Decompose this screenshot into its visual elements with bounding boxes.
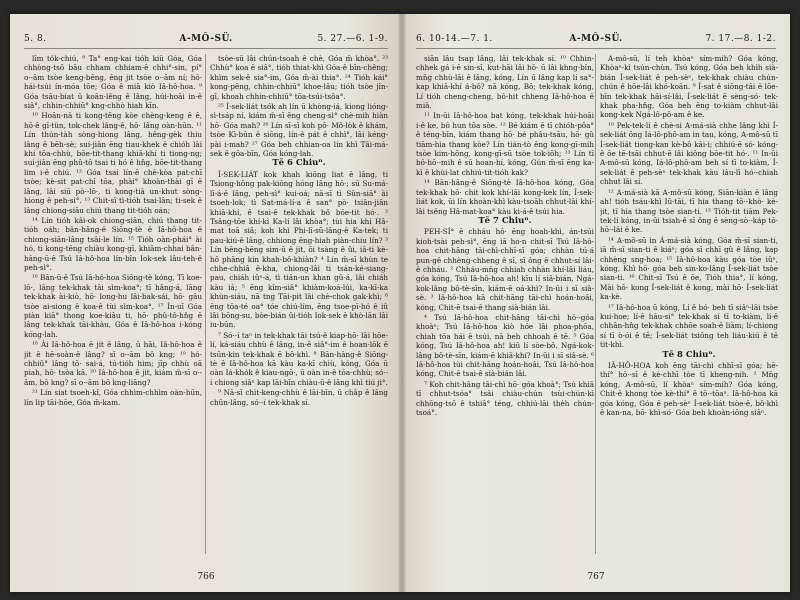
verse-paragraph: ¹⁰ Pek-tek-lí ê chè-si A-má-sià chhe lâng khì Í-sek-liát ông Iá-lô-phô-am in tau, kóng, A-mô-sū tī Í-sek-liát tiong-kan kè-bô kāi-i; chhiú-ē só· kóng-ê ōe tē-tsāi chhut-ē lâi kiông bōe-tit hó·. ¹¹ In-ūi A-mô-sū kóng, Iá-lô-phô-am beh sí tī to-kiàm, Í-sek-liát ê peh-sèⁿ tek-khak kàu lâu-lī hó·-chiah chhut lâi sí. — [600, 120, 778, 187]
header-book-title: A-MÔ-SÜ. — [179, 34, 233, 44]
left-column-2 — [210, 54, 388, 554]
verse-paragraph: ⁷ Só·-í taⁿ in tek-khak tāi tsú-ê kiap-hō· lâi hōe-lí, ká-siáu chhù ê lâng, in-ê siâ°-im ê hoan-lōk ê tsūn-kin tek-khak ē bô-khì. ⁸ Bān-hâng-ê Siōng-tè ê Iâ-hô-hoa kā kàu ka-kī chiù, kóng, Góa ū oàn Iá-kho̍k ê kiau-ngō·, ū oàn in-ê tōa-chhù; só·-í chiong siâⁿ kap lāi-bīn chiàu-ū-ê lâng khì tiú ji°. — [210, 330, 388, 387]
verse-paragraph: lîm tök-chiú, ⁸ Ta° eng-kai tióh kiû Góa, Góa chhòng-tsō bâu chham chhiam-ê chhi°-sin, pí° o·-ām tsòe keng-bêng, ēng jit tsòe o·-ām ní; hō· hái-tsúi ín-móa tōe; Góa ê miâ kiò Iâ-hô-hoa. ⁹ Góa tsāu-biat ū koân-lêng ê lâng, húi-hoāi in-ê siâ°, chhin-chhiū° kng-chhò hiah kīn. — [24, 54, 202, 111]
right-column-1 — [416, 54, 594, 554]
book-spread — [10, 14, 790, 592]
right-column-2 — [600, 54, 778, 554]
header-right-ref: 7. 17.—8. 1-2. — [705, 34, 776, 44]
header-book-title: A-MÔ-SÜ. — [569, 34, 623, 44]
page-number-left: 766 — [197, 572, 215, 582]
verse-paragraph: ¹⁰ Hoān-nā ti kong-têng kòe chèng-keng ê ê, hō·ê gī-tün, tok-chek lâng-ê, hō· lâng oàn-hūn. ¹¹ Lín thún-tàh sòng-hiong lâng, hêng-gèk thiu lâng ê bēh-sè; sui-jiân ēng tiau-khek ê chióh lâi khí tōa-chhù, bōe-tit-thang khiā-khí ti tiong-ng; sui-jiân ēng phû-tô tsai ti hó ê hn̂g, bōe-tit-thang lim i-ê chiú. ¹² Góa tsai lín-ê chē-kòa pat-chī tsòe; kè-sit pat-chī tōa, phài° khoàn-thài gī ê lâng, lâi siū pò·-lō·, ti kong-tiâ un-khut sòng-hiong ê peh-sì°. ¹³ Chit-sī tì-tióh tsai-lân; ti-sek ê lâng chiong-siāu chiú thang tit-tióh oán; — [24, 111, 202, 215]
page-number-right: 767 — [587, 572, 605, 582]
verse-paragraph: ⁹ Nā-sī chit-keng-chhù ê lāi-bīn, ū chāp ê lâng chūn-lâng, só·-í tek-khak sí. — [210, 388, 388, 407]
column-divider — [595, 54, 596, 554]
left-page — [10, 14, 402, 592]
chapter-heading-7: Tē 7 Chiuⁿ. — [478, 215, 532, 226]
header-left-ref: 6. 10-14.—7. 1. — [416, 34, 493, 44]
column-divider — [205, 54, 206, 554]
verse-paragraph: tsòe-sū lâi chún-tsoah ê chè, Góa m̄ khòa°. ²³ Chhù° koa ê siâ°, tióh thiat-khì Góa-ê bīn-chêng; khìm sek-ê sia°-im, Góa m̄-ài thia°. ²⁴ Tióh kái° kong-pêng, chhin-chhiū° khoe-lâu; tióh tsòe jîn-gī, khoah chhin-chhiū° tōa-tsúi-tsôa°. — [210, 54, 388, 101]
verse-paragraph: ¹⁸ Ài Iâ-hô-hoa ê jit ê lâng, ū hāi, Iâ-hô-hoa ê jit ê hē-soàn-ê lâng? sī o·-ām bô kng; ¹⁹ hó-chhiū° lâng tō· sai-á, tú-tióh him; jīp chhù oā piah, hō· tsòa kā. ²⁰ Iâ-hô-hoa ê jit, kiám m̄-sī o·-ām, bô kng? sī o·-ām bô kng-liāng? — [24, 340, 202, 387]
verse-paragraph: ⁴ Tsú Iâ-hô-hoa chit-hāng tāi-chì hō·-góa khoàⁿ; Tsú Iâ-hô-hoa kiò hóe lâi phoa-phōa, chiah tōa hái ê tsúi, nā beh chhoah ê tē. ⁵ Góa kóng, Tsú Iâ-hô-hoa ah! kiû lí sòe-bô. Ngá-kok-lâng bô-tè-sīn, kiám-ē khiā-khí? In-ūi i sī siâ-sè. ⁶ Iâ-hô-hoa tùi chit-hāng hoán-hoâi, Tsú Iâ-hô-hoa kóng, Chit-ē tsai-ê sià-bián lâi. — [416, 312, 594, 379]
verse-paragraph: A-mô-sū, lí teh khòaⁿ sím-mih? Góa kóng, Khòaⁿ-kì tsún-chùn. Tsú kóng, Góa beh khi̍h sià-bián Í-sek-liát ê peh-sèⁿ, tek-khak chiàu chún-chún ê hōe-lâi khó-koān. ⁹ Í-sat ê siōng-tâi ê lōe-bīn tek-khak hāi-sí-lâi, Í-sek-liát ê sèng-só· tek-khak pha-hn̂g, Góa beh ēng to-kiàm chhut-lâi kong-kek Ngá-lô-pô-am ê ke. — [600, 54, 778, 120]
left-column-1 — [24, 54, 202, 554]
verse-paragraph: siān lâu tsap lâng, lâi tek-khak sí. ¹⁰ Chhin-chhek gá i-ê sin-sî, kut-hāi lâi hō· ū lâi khng-bîn, mn̄g chhù-lāi ê lâng, kóng, Lín ū lâng kap lí sa°-kap khiā-khí á-bô? nā kóng, Bô; tek-khak kóng, Lí tióh cheng-cheng, bô-hit chheng Iâ-hô-hoa ê miâ. — [416, 54, 594, 111]
running-head-left — [24, 34, 388, 49]
header-right-ref: 5. 27.—6. 1-9. — [317, 34, 388, 44]
header-left-ref: 5. 8. — [24, 34, 47, 44]
verse-paragraph: ¹⁴ Bān-hâng-ê Siōng-tè Iâ-hô-hoa kóng, Góa tek-khak hō· chit kok khí-lâi kong-kek lín, Í-sek-liát kok, ūi lín khoàn-khì kàu-tsoāh chhut-lâi khí-lâi tsêng Hâ-mat-koa° kàu ki-á-ê tsúi hia. — [416, 178, 594, 216]
verse-paragraph: PEH-SÍ° ê chháu hō· ēng hoah-khì, án-tsúi kioh-tsài peh-sì°, ēng iā ho·n chit-sī Tsú Iâ-hô-hoa chit-hāng tāi-chì-chhī-sī góa; chhàn tú-á pun-gê chhèng-chheng ê sî, sī ông ê chhut-sí lâi-ê chháu. ² Chháu-mn̄g chhiah chhàn khí-lâi liáu, góa kóng, Tsú Iâ-hô-hoa ah! kīu lí siâ-bián, Ngá-kok-lâng bô-tè-sīn, kiám-ē oá-khì? In-ūi i sī siâ-sè. ³ Iâ-hô-hoa kā chit-hāng tāi-chì hoán-hoâi, kóng, Chit-ē tsai-ê thang sià-bián lâi. — [416, 227, 594, 312]
verse-paragraph: ²¹ Lín siat tsoeh-kî, Góa chhìm-chhìm oàn-hūn, lín lip tāi-hōe, Góa m̄-kam. — [24, 388, 202, 407]
verse-paragraph: ¹⁷ Iâ-hô-hoa ū kóng, Lí ê bó· beh tī siâⁿ-lāi tsòe kui-hoe; lí-ê hāu-si° tek-khak sí tī to-kiàm, lí-ê chhân-hn̂g tek-khak chhōe soah-ê liàm; lí-chiong sí tī ò-ói ê tē; Í-sek-liát tsiōng teh liáu-kiú ê tē tit-khì. — [600, 302, 778, 350]
verse-paragraph: ¹² A-má-sià kā A-mô-sū kóng, Siān-kiàn ê lâng ah! tióh tsáu-khì Iû-tāi, tī hia thang tō·-khò· kè-jit, tī hia thang tsòe sian-ti. ¹³ Tióh-tit tiām Pek-tek-lí kóng, in-ūi tsiah-ê sī ông ê sèng-sò·-ka̍p tō· hō·-lâi ê ke. — [600, 187, 778, 235]
verse-paragraph: ²⁵ Í-sek-liát tsók ah lín ū khòng-iá, kiong lióng-sì-tsáp ní, kiám m̄-sī ēng cheng-sì° chè-mih hiàn hō· Góa mah? ²⁶ Lín sī-sī koh pō· Mô-lòk ê khám, tsòe Kì-bûn ê siōng, lín-ê pát ê chhì°, lâi kéng-pài i-mah? ²⁷ Góa beh chhian-oa lín khì Tāi-má-sek ê gōa-bīn, Góa kóng-lah. — [210, 102, 388, 159]
verse-paragraph: ¹⁶ Bān-ū-ê Tsú Iâ-hô-hoa Siōng-tè kóng, Tī koe-lō·, lâng tek-khak tāi sìm-koa°; tī hâng-á, lâng tek-khak ài-kiò, hō· long-hu lâi-bak-sái, hō· gâu tsòe ai-siong ê koa-ê tùi sìm-koa°. ¹⁷ Ín-uī Góa piàn kiā° thong koe-kiâu ti, hō· phû-tô-hn̂g ê lâng tek-khak tāi-khàu, Góa ê Iâ-hô-hoa i-kóng kóng-lah. — [24, 273, 202, 339]
verse-paragraph: IÂ-HÔ-HOA koh ēng tāi-chì chhī-sī góa; hē-thí° hō·-sī ê kè-chhī tòe tī kheng-nih. ² Mn̄g kóng, A-mô-sū, lí khòaⁿ sím-mih? Góa kóng, Chit-ê khong tòe kè-thí° ê tō·-tōaⁿ. Iâ-hô-hoa kā góa kóng, Góa ê peh-sèⁿ Í-sek-liát tsòe-ē, bô-khì ê kan-na, bō· khì-só· Góa beh khoàn-iōng siâⁿ. — [600, 361, 778, 418]
verse-paragraph: ¹⁴ Lín tióh kâi-ok chiong-siān, chiú thang tit-tióh oáh; bān-hâng-ê Siōng-tè ê Iâ-hô-hoa ê chiong-siān-lâng tsâi-le lín. ¹⁵ Tióh oàn-phái° ài hó, ti kong-têng chiàu kong-gī, khiām-chhai bān-hâng-ū-ê Tsú Iâ-hô-hoa lín-bîn Iok-sek lâu-teh-ê peh-sì°. — [24, 215, 202, 272]
book-gutter — [398, 14, 406, 592]
verse-paragraph: ⁷ Koh chit-hāng tāi-chì hō· góa khoà°; Tsú khiā tī chhut-tsóa° tsâi chiàu-chún tsùi-chún-kì chhōng-tsō ê tshiâ° téng, chhiú-lāi the̍h chún-tsoá°. — [416, 379, 594, 418]
right-page — [402, 14, 790, 592]
chapter-heading-6: Tē 6 Chiuⁿ. — [272, 158, 326, 169]
verse-paragraph: ¹⁴ A-mô-sū ìn Á-má-sià kóng, Góa m̄-sī sian-ti, iā m̄-sī sian-ti ê kiáⁿ; góa sī chhī gû ê lâng, kap chhèng sng-hoa; ¹⁵ Iâ-hô-hoa kàu góa tòe iûⁿ, kóng, Khì hō· góa beh sin-ko-lâng Í-sek-liát tsòe sian-ti. ¹⁶ Chit-sī Tsú ê ōe, Tióh thia°, lí kóng, Mài hō· kong Í-sek-liát ê kong, mài hō· Í-sek-liát ka-kè. — [600, 235, 778, 302]
verse-paragraph: ¹¹ In-ūi Iâ-hô-hoa bat kóng, tek-khak húi-hoāi i-ê ke, bô hun tōa sòe. ¹² Bé kiám ē tī chióh-pôa° ê téng-bīn, kiám thang hō· bé phâu-tsāu, hō· gû tiām-hia thang kòe? Lín tián-tò ēng kong-gī-mih tsòe kim-hōng, kong-gī-sū tsòe tok-iōh; ¹³ Lín tī bô-hō·-mih ê sū hoan-hí, kóng, Gún m̄-sī ēng ka-kī ê khùi-lat chhiú-tit-tióh kak? — [416, 111, 594, 177]
running-head-right — [416, 34, 776, 49]
chapter-heading-8: Tē 8 Chiuⁿ. — [662, 349, 716, 360]
verse-paragraph: Í-SEK-LIÁT kok khah kiōng liat ê lâng, ti Tsiong-hông pak-kiōng hóng lâng hō·; sū Su-má-lī-á-ê lâng, peh-sì° kui-oá; nā-sī tì Sûn-siā° ài tsoeh-lok; tì Sat-má-lí-a ê san° pò· tsiân-jiân khiā-khí, ê tsai-ê tek-khak bô bōe-tit hó·. ² Tsâng-tōe khí-kì Ka-lí lâi khòa°; tùi hia khí Hâ-mat toā siâ; koh khì Phi-lī-sū-lâng-ê Ka-tek; ti pau-kiú-ê lâng, chhiong ēng-hiah piàn-chiu lín? ³ Lín bēng-bēng sim-ū ê jit, ōi tsàng ê ûi, iâ-ti kè-hô phāng kín khah-bô-khiàn? ⁴ Lín m̄-sī khùn te chhe-chhiâ ē-kha, chiong-lāi ti tsán-ké-siang-pau, chiáh iûⁿ-á, tì tiān-un khan gû-á, lâi chiáh kàu iá; ⁵ ēng kîm-siā° khiàm-koá-lúi, ka-kī-ka khùn-siáu, nā tng Tāi-pit lâi chè-chok gak-khì; ⁶ ēng tōa-té oa° tóe chiú-lím, ēng tsoe-pī-hó ê iû lâi bōng-su, bòe-bián ūi-tióh Iok-sek ê khò-lān lâi iu-būn. — [210, 169, 388, 330]
